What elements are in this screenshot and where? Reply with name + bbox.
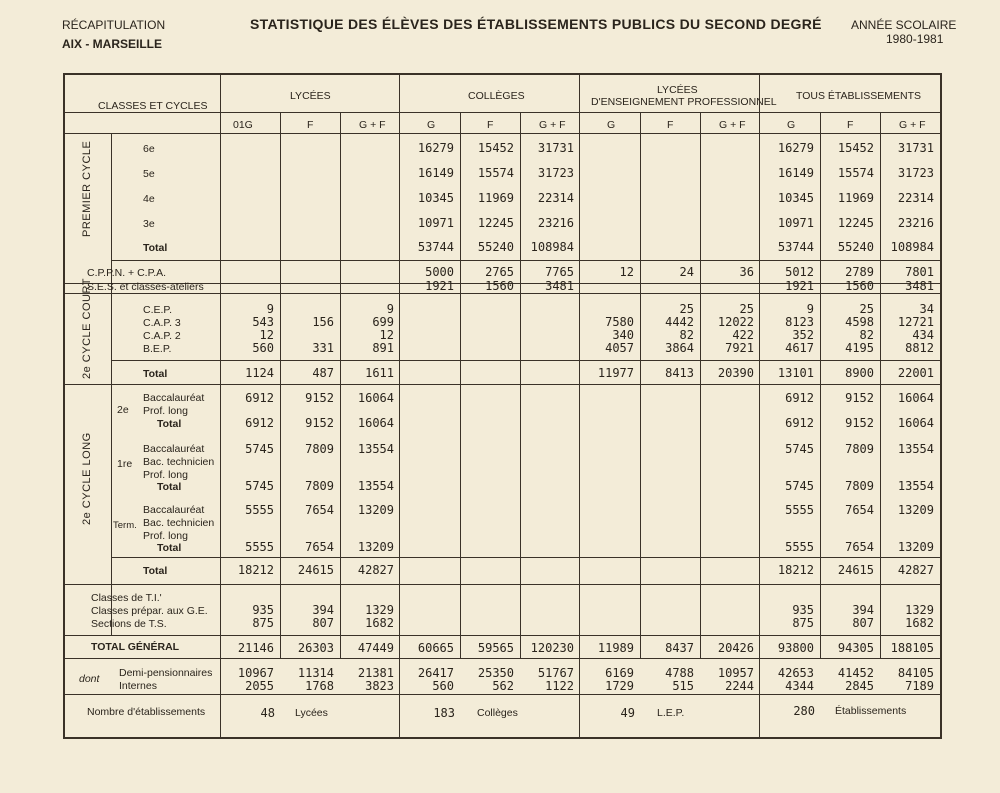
cell-ses-9: 1921 bbox=[785, 279, 814, 293]
level-term: Term. bbox=[113, 520, 137, 531]
cell-r3-11: 23216 bbox=[897, 216, 934, 230]
cell-r5-4: 15574 bbox=[477, 166, 514, 180]
cell-int-9: 4344 bbox=[785, 679, 814, 693]
cell-demi-5: 51767 bbox=[537, 666, 574, 680]
rule bbox=[65, 384, 940, 385]
cell-cap2-9: 352 bbox=[792, 328, 814, 342]
level-1re: 1re bbox=[117, 458, 133, 470]
cell-p1a-1: 7809 bbox=[305, 442, 334, 456]
cell-bep-6: 4057 bbox=[605, 341, 634, 355]
cell-tmt-1: 7654 bbox=[305, 540, 334, 554]
row-label-dont: dont bbox=[79, 673, 100, 685]
row-label-6e: 6e bbox=[143, 143, 155, 155]
cell-p1a-11: 13554 bbox=[897, 442, 934, 456]
cell-ses-11: 3481 bbox=[905, 279, 934, 293]
cell-p1t-0: 5745 bbox=[245, 479, 274, 493]
row-label-cep: C.E.P. bbox=[143, 304, 172, 316]
cell-rtc-11: 22001 bbox=[897, 366, 934, 380]
cell-int-0: 2055 bbox=[245, 679, 274, 693]
header-classes: CLASSES ET CYCLES bbox=[98, 100, 208, 112]
cell-demi-0: 10967 bbox=[237, 666, 274, 680]
cell-bep-0: 560 bbox=[252, 341, 274, 355]
cell-tg-3: 60665 bbox=[417, 641, 454, 655]
cell-int-8: 2244 bbox=[725, 679, 754, 693]
cell-demi-8: 10957 bbox=[717, 666, 754, 680]
cell-demi-1: 11314 bbox=[297, 666, 334, 680]
cell-r4-4: 11969 bbox=[477, 191, 514, 205]
cell-p1a-10: 7809 bbox=[845, 442, 874, 456]
cell-cap2-2: 12 bbox=[379, 328, 394, 342]
cell-rt1-5: 108984 bbox=[530, 240, 574, 254]
rule bbox=[111, 360, 940, 361]
rule bbox=[111, 293, 112, 635]
cell-s2a-2: 16064 bbox=[357, 391, 394, 405]
cell-cppn-9: 5012 bbox=[785, 265, 814, 279]
cell-bep-1: 331 bbox=[312, 341, 334, 355]
row-label-total: Total bbox=[143, 368, 168, 380]
cell-tmt-10: 7654 bbox=[845, 540, 874, 554]
section-premier-cycle: PREMIER CYCLE bbox=[81, 140, 93, 237]
row-label-ts: Sections de T.S. bbox=[91, 618, 167, 630]
subheader-g: 01G bbox=[233, 119, 253, 131]
cell-tsr-11: 1682 bbox=[905, 616, 934, 630]
subheader-g: G bbox=[607, 119, 616, 131]
subheader-f: F bbox=[307, 119, 314, 131]
rule bbox=[65, 658, 940, 659]
cell-cap3-1: 156 bbox=[312, 315, 334, 329]
cell-tma-1: 7654 bbox=[305, 503, 334, 517]
rule bbox=[700, 112, 701, 658]
cell-rtc-10: 8900 bbox=[845, 366, 874, 380]
cell-int-11: 7189 bbox=[905, 679, 934, 693]
cell-cppn-7: 24 bbox=[679, 265, 694, 279]
label-lep: L.E.P. bbox=[657, 707, 685, 719]
label-colleges: Collèges bbox=[477, 707, 518, 719]
row-label-total: Total bbox=[157, 542, 182, 554]
cell-tg-8: 20426 bbox=[717, 641, 754, 655]
cell-demi-10: 41452 bbox=[837, 666, 874, 680]
cell-s2a-10: 9152 bbox=[845, 391, 874, 405]
row-label-nb-etab: Nombre d'établissements bbox=[87, 706, 206, 718]
cell-tg-11: 188105 bbox=[890, 641, 934, 655]
cell-demi-11: 84105 bbox=[897, 666, 934, 680]
row-label-4e: 4e bbox=[143, 193, 155, 205]
school-year-label: ANNÉE SCOLAIRE bbox=[851, 18, 957, 32]
cell-s2t-0: 6912 bbox=[245, 416, 274, 430]
cell-prep-0: 935 bbox=[252, 603, 274, 617]
cell-prep-11: 1329 bbox=[905, 603, 934, 617]
cell-s2t-9: 6912 bbox=[785, 416, 814, 430]
header-colleges: COLLÈGES bbox=[468, 90, 525, 102]
row-label-bac: Baccalauréat bbox=[143, 504, 205, 516]
rule bbox=[65, 584, 940, 585]
cell-r6-11: 31731 bbox=[897, 141, 934, 155]
cell-rtl-9: 18212 bbox=[777, 563, 814, 577]
cell-bep-7: 3864 bbox=[665, 341, 694, 355]
row-label-cap3: C.A.P. 3 bbox=[143, 317, 181, 329]
cell-cppn-3: 5000 bbox=[425, 265, 454, 279]
rule bbox=[65, 694, 940, 695]
cell-r6-4: 15452 bbox=[477, 141, 514, 155]
count-lep: 49 bbox=[620, 706, 635, 720]
cell-demi-4: 25350 bbox=[477, 666, 514, 680]
cell-tsr-0: 875 bbox=[252, 616, 274, 630]
cell-int-3: 560 bbox=[432, 679, 454, 693]
row-label-prof: Prof. long bbox=[143, 469, 188, 481]
cell-tmt-11: 13209 bbox=[897, 540, 934, 554]
row-label-prof: Prof. long bbox=[143, 530, 188, 542]
row-label-total: Total bbox=[157, 418, 182, 430]
cell-tma-11: 13209 bbox=[897, 503, 934, 517]
row-label-demi: Demi-pensionnaires bbox=[119, 667, 213, 679]
cell-int-2: 3823 bbox=[365, 679, 394, 693]
cell-cap3-6: 7580 bbox=[605, 315, 634, 329]
cell-cap2-6: 340 bbox=[612, 328, 634, 342]
cell-p1a-0: 5745 bbox=[245, 442, 274, 456]
subheader-g: G bbox=[787, 119, 796, 131]
cell-r4-3: 10345 bbox=[417, 191, 454, 205]
cell-cap2-11: 434 bbox=[912, 328, 934, 342]
cell-int-4: 562 bbox=[492, 679, 514, 693]
cell-p1t-2: 13554 bbox=[357, 479, 394, 493]
rule bbox=[111, 557, 940, 558]
label-etablissements: Établissements bbox=[835, 705, 907, 717]
cell-bep-10: 4195 bbox=[845, 341, 874, 355]
cell-p1a-2: 13554 bbox=[357, 442, 394, 456]
row-label-bac-tech: Bac. technicien bbox=[143, 517, 215, 529]
count-tous: 280 bbox=[793, 704, 815, 718]
cell-bep-9: 4617 bbox=[785, 341, 814, 355]
cell-p1t-9: 5745 bbox=[785, 479, 814, 493]
cell-prep-10: 394 bbox=[852, 603, 874, 617]
cell-ses-10: 1560 bbox=[845, 279, 874, 293]
cell-tsr-9: 875 bbox=[792, 616, 814, 630]
label-lycees: Lycées bbox=[295, 707, 328, 719]
cell-r5-3: 16149 bbox=[417, 166, 454, 180]
cell-cap2-7: 82 bbox=[679, 328, 694, 342]
cell-bep-8: 7921 bbox=[725, 341, 754, 355]
cell-prep-2: 1329 bbox=[365, 603, 394, 617]
cell-rtc-1: 487 bbox=[312, 366, 334, 380]
cell-rtc-7: 8413 bbox=[665, 366, 694, 380]
cell-tma-2: 13209 bbox=[357, 503, 394, 517]
cell-cep-10: 25 bbox=[859, 302, 874, 316]
cell-r4-9: 10345 bbox=[777, 191, 814, 205]
cell-cppn-5: 7765 bbox=[545, 265, 574, 279]
section-cycle-long: 2e CYCLE LONG bbox=[81, 432, 93, 525]
row-label-bep: B.E.P. bbox=[143, 343, 172, 355]
cell-r3-10: 12245 bbox=[837, 216, 874, 230]
cell-cppn-10: 2789 bbox=[845, 265, 874, 279]
cell-p1t-10: 7809 bbox=[845, 479, 874, 493]
cell-tma-10: 7654 bbox=[845, 503, 874, 517]
cell-tmt-0: 5555 bbox=[245, 540, 274, 554]
count-colleges: 183 bbox=[433, 706, 455, 720]
cell-rt1-3: 53744 bbox=[417, 240, 454, 254]
row-label-ti: Classes de T.I.' bbox=[91, 592, 162, 604]
rule bbox=[65, 112, 940, 113]
row-label-bac-tech: Bac. technicien bbox=[143, 456, 215, 468]
row-label-cap2: C.A.P. 2 bbox=[143, 330, 181, 342]
header-lycees: LYCÉES bbox=[290, 90, 331, 102]
cell-cap3-0: 543 bbox=[252, 315, 274, 329]
region-label: RÉCAPITULATION bbox=[62, 18, 166, 32]
cell-cep-11: 34 bbox=[919, 302, 934, 316]
cell-cppn-6: 12 bbox=[619, 265, 634, 279]
cell-r3-9: 10971 bbox=[777, 216, 814, 230]
row-label-total: Total bbox=[157, 481, 182, 493]
cell-cap3-7: 4442 bbox=[665, 315, 694, 329]
cell-rtc-2: 1611 bbox=[365, 366, 394, 380]
cell-ses-3: 1921 bbox=[425, 279, 454, 293]
cell-p1t-11: 13554 bbox=[897, 479, 934, 493]
row-label-3e: 3e bbox=[143, 218, 155, 230]
cell-s2t-2: 16064 bbox=[357, 416, 394, 430]
cell-cppn-11: 7801 bbox=[905, 265, 934, 279]
cell-tg-10: 94305 bbox=[837, 641, 874, 655]
cell-demi-2: 21381 bbox=[357, 666, 394, 680]
cell-prep-1: 394 bbox=[312, 603, 334, 617]
cell-int-10: 2845 bbox=[845, 679, 874, 693]
rule bbox=[220, 75, 221, 737]
row-label-total: Total bbox=[143, 565, 168, 577]
cell-tg-9: 93800 bbox=[777, 641, 814, 655]
cell-s2a-0: 6912 bbox=[245, 391, 274, 405]
count-lycees: 48 bbox=[260, 706, 275, 720]
cell-demi-7: 4788 bbox=[665, 666, 694, 680]
cell-s2t-10: 9152 bbox=[845, 416, 874, 430]
row-label-total: Total bbox=[143, 242, 168, 254]
cell-tg-0: 21146 bbox=[237, 641, 274, 655]
cell-r5-9: 16149 bbox=[777, 166, 814, 180]
subheader-gf: G + F bbox=[719, 119, 746, 131]
cell-ses-4: 1560 bbox=[485, 279, 514, 293]
cell-r4-10: 11969 bbox=[837, 191, 874, 205]
cell-tg-6: 11989 bbox=[597, 641, 634, 655]
cell-cep-8: 25 bbox=[739, 302, 754, 316]
cell-tma-0: 5555 bbox=[245, 503, 274, 517]
cell-rt1-4: 55240 bbox=[477, 240, 514, 254]
cell-s2a-11: 16064 bbox=[897, 391, 934, 405]
cell-r5-10: 15574 bbox=[837, 166, 874, 180]
subheader-g: G bbox=[427, 119, 436, 131]
cell-rtc-0: 1124 bbox=[245, 366, 274, 380]
cell-cep-7: 25 bbox=[679, 302, 694, 316]
row-label-prepa: Classes prépar. aux G.E. bbox=[91, 605, 208, 617]
cell-rtc-8: 20390 bbox=[717, 366, 754, 380]
page-title: STATISTIQUE DES ÉLÈVES DES ÉTABLISSEMENTS PUBLICS DU SECOND DEGRÉ bbox=[250, 16, 822, 32]
cell-rtl-10: 24615 bbox=[837, 563, 874, 577]
rule bbox=[579, 75, 580, 737]
cell-tsr-1: 807 bbox=[312, 616, 334, 630]
school-year: 1980-1981 bbox=[886, 32, 944, 46]
cell-tsr-10: 807 bbox=[852, 616, 874, 630]
rule bbox=[65, 293, 940, 294]
cell-tmt-9: 5555 bbox=[785, 540, 814, 554]
cell-ses-5: 3481 bbox=[545, 279, 574, 293]
cell-r3-4: 12245 bbox=[477, 216, 514, 230]
cell-cppn-8: 36 bbox=[739, 265, 754, 279]
cell-cap3-11: 12721 bbox=[897, 315, 934, 329]
cell-int-6: 1729 bbox=[605, 679, 634, 693]
statistics-table bbox=[63, 73, 942, 739]
cell-cap3-9: 8123 bbox=[785, 315, 814, 329]
cell-cap3-2: 699 bbox=[372, 315, 394, 329]
cell-bep-2: 891 bbox=[372, 341, 394, 355]
rule bbox=[111, 260, 940, 261]
cell-bep-11: 8812 bbox=[905, 341, 934, 355]
section-cycle-court: 2e CYCLE COURT bbox=[81, 278, 93, 379]
cell-demi-9: 42653 bbox=[777, 666, 814, 680]
cell-tsr-2: 1682 bbox=[365, 616, 394, 630]
cell-s2t-11: 16064 bbox=[897, 416, 934, 430]
subheader-gf: G + F bbox=[539, 119, 566, 131]
cell-r6-5: 31731 bbox=[537, 141, 574, 155]
cell-cppn-4: 2765 bbox=[485, 265, 514, 279]
cell-r5-11: 31723 bbox=[897, 166, 934, 180]
cell-rtl-11: 42827 bbox=[897, 563, 934, 577]
cell-rtc-6: 11977 bbox=[597, 366, 634, 380]
subheader-f: F bbox=[487, 119, 494, 131]
cell-rt1-11: 108984 bbox=[890, 240, 934, 254]
rule bbox=[640, 112, 641, 658]
row-label-cppn: C.P.P.N. + C.P.A. bbox=[87, 267, 167, 279]
cell-rtc-9: 13101 bbox=[777, 366, 814, 380]
cell-r5-5: 31723 bbox=[537, 166, 574, 180]
cell-cep-0: 9 bbox=[266, 302, 274, 316]
row-label-5e: 5e bbox=[143, 168, 155, 180]
rule bbox=[65, 635, 940, 636]
cell-s2t-1: 9152 bbox=[305, 416, 334, 430]
row-label-bac: Baccalauréat bbox=[143, 443, 205, 455]
cell-int-7: 515 bbox=[672, 679, 694, 693]
cell-r3-3: 10971 bbox=[417, 216, 454, 230]
row-label-internes: Internes bbox=[119, 680, 157, 692]
cell-tma-9: 5555 bbox=[785, 503, 814, 517]
cell-p1t-1: 7809 bbox=[305, 479, 334, 493]
cell-cap3-10: 4598 bbox=[845, 315, 874, 329]
row-label-bac: Baccalauréat bbox=[143, 392, 205, 404]
cell-tg-1: 26303 bbox=[297, 641, 334, 655]
cell-s2a-1: 9152 bbox=[305, 391, 334, 405]
header-lep-line1: LYCÉES bbox=[657, 84, 698, 96]
cell-rtl-2: 42827 bbox=[357, 563, 394, 577]
cell-cap3-8: 12022 bbox=[717, 315, 754, 329]
subheader-gf: G + F bbox=[359, 119, 386, 131]
row-label-total-general: TOTAL GÉNÉRAL bbox=[91, 641, 180, 653]
cell-cep-9: 9 bbox=[806, 302, 814, 316]
cell-rt1-9: 53744 bbox=[777, 240, 814, 254]
header-tous: TOUS ÉTABLISSEMENTS bbox=[796, 90, 922, 102]
cell-r4-11: 22314 bbox=[897, 191, 934, 205]
cell-rtl-1: 24615 bbox=[297, 563, 334, 577]
subheader-f: F bbox=[667, 119, 674, 131]
academy-name: AIX - MARSEILLE bbox=[62, 37, 163, 51]
subheader-gf: G + F bbox=[899, 119, 926, 131]
row-label-prof: Prof. long bbox=[143, 405, 188, 417]
header-lep-line2: D'ENSEIGNEMENT PROFESSIONNEL bbox=[591, 96, 777, 108]
cell-demi-3: 26417 bbox=[417, 666, 454, 680]
cell-int-5: 1122 bbox=[545, 679, 574, 693]
cell-r6-3: 16279 bbox=[417, 141, 454, 155]
cell-s2a-9: 6912 bbox=[785, 391, 814, 405]
cell-prep-9: 935 bbox=[792, 603, 814, 617]
cell-demi-6: 6169 bbox=[605, 666, 634, 680]
cell-r6-10: 15452 bbox=[837, 141, 874, 155]
rule bbox=[65, 133, 940, 134]
cell-tg-5: 120230 bbox=[530, 641, 574, 655]
cell-cep-2: 9 bbox=[386, 302, 394, 316]
cell-int-1: 1768 bbox=[305, 679, 334, 693]
cell-cap2-10: 82 bbox=[859, 328, 874, 342]
cell-r3-5: 23216 bbox=[537, 216, 574, 230]
cell-p1a-9: 5745 bbox=[785, 442, 814, 456]
subheader-f: F bbox=[847, 119, 854, 131]
cell-r4-5: 22314 bbox=[537, 191, 574, 205]
cell-cap2-0: 12 bbox=[259, 328, 274, 342]
cell-tg-4: 59565 bbox=[477, 641, 514, 655]
cell-rtl-0: 18212 bbox=[237, 563, 274, 577]
level-2e: 2e bbox=[117, 404, 129, 416]
cell-r6-9: 16279 bbox=[777, 141, 814, 155]
cell-rt1-10: 55240 bbox=[837, 240, 874, 254]
cell-tg-2: 47449 bbox=[357, 641, 394, 655]
row-label-ses: S.E.S. et classes-ateliers bbox=[87, 281, 204, 293]
cell-tg-7: 8437 bbox=[665, 641, 694, 655]
cell-cap2-8: 422 bbox=[732, 328, 754, 342]
cell-tmt-2: 13209 bbox=[357, 540, 394, 554]
